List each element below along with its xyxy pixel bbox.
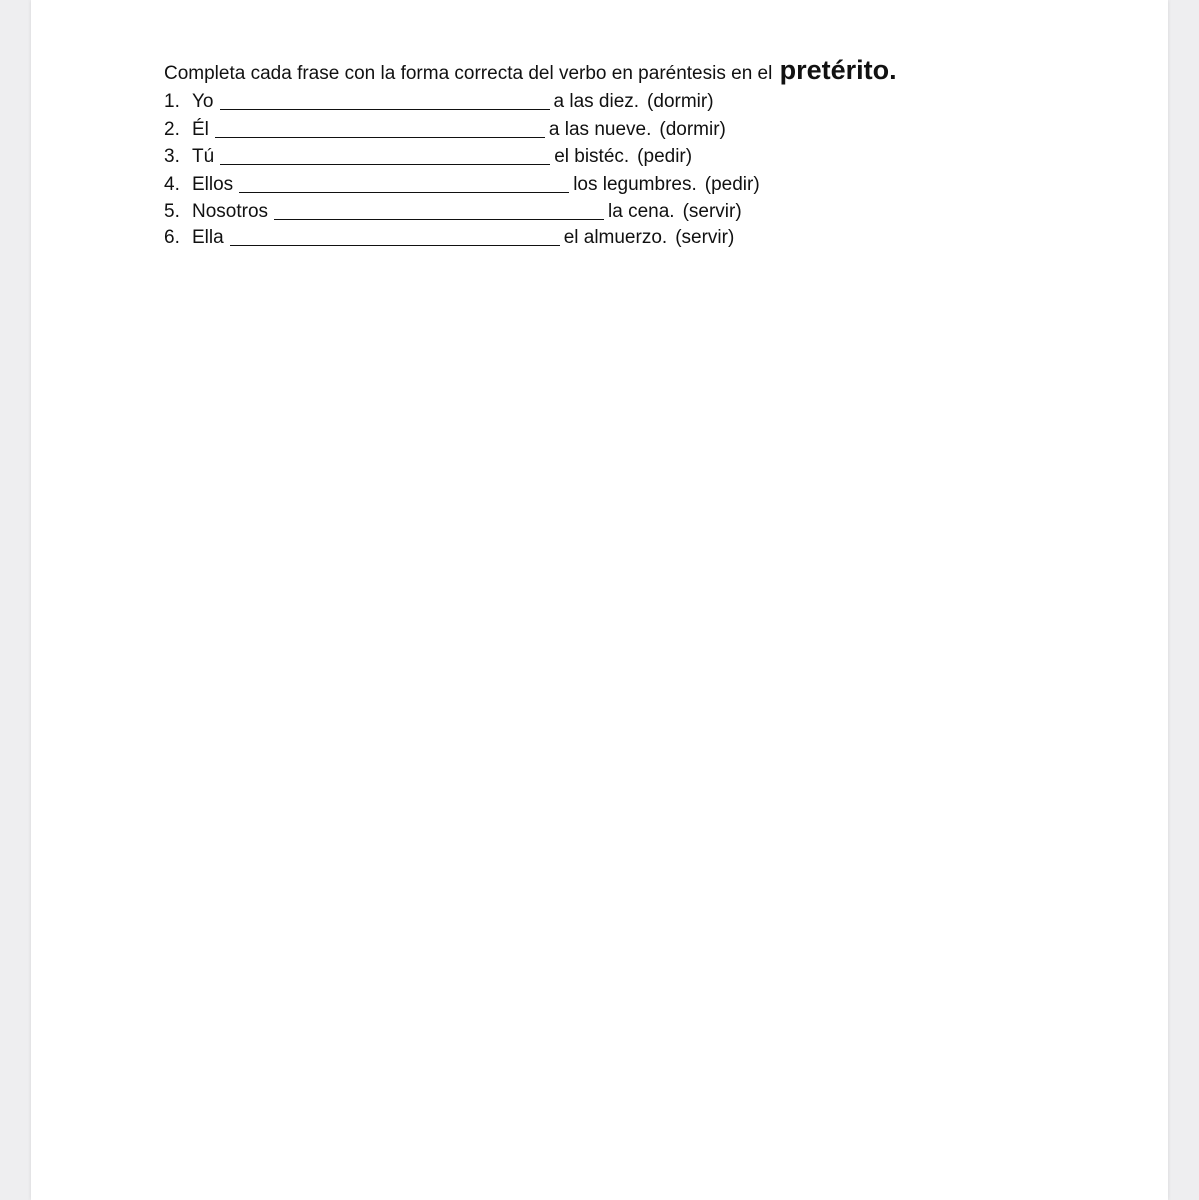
item-ending: el bistéc. (554, 146, 630, 167)
item-verb: (servir) (682, 201, 742, 222)
item-subject: Ella (192, 227, 224, 248)
item-ending: la cena. (608, 201, 675, 222)
instructions-emphasis: pretérito. (779, 55, 897, 85)
exercise-item (164, 172, 760, 198)
item-ending: el almuerzo. (563, 227, 668, 248)
item-verb: (pedir) (637, 146, 693, 167)
item-number: 6. (164, 227, 180, 248)
answer-blank[interactable] (239, 174, 569, 193)
item-verb: (dormir) (647, 91, 714, 112)
item-number: 4. (164, 174, 180, 195)
exercise-item (164, 89, 714, 115)
answer-blank[interactable] (230, 227, 560, 246)
item-verb: (pedir) (704, 174, 760, 195)
item-number: 5. (164, 201, 180, 222)
instructions (164, 54, 897, 90)
item-ending: a las nueve. (548, 119, 652, 140)
instructions-text: Completa cada frase con la forma correcta del verbo en paréntesis en el (164, 63, 773, 84)
item-number: 2. (164, 119, 180, 140)
item-subject: Él (192, 119, 209, 140)
item-subject: Ellos (192, 174, 234, 195)
item-verb: (servir) (675, 227, 735, 248)
item-subject: Tú (192, 146, 215, 167)
exercise-item (164, 199, 742, 225)
item-number: 1. (164, 91, 180, 112)
item-verb: (dormir) (659, 119, 726, 140)
answer-blank[interactable] (220, 91, 550, 110)
item-number: 3. (164, 146, 180, 167)
item-subject: Yo (192, 91, 214, 112)
item-subject: Nosotros (192, 201, 269, 222)
answer-blank[interactable] (220, 146, 550, 165)
answer-blank[interactable] (274, 201, 604, 220)
item-ending: los legumbres. (573, 174, 697, 195)
exercise-item (164, 117, 726, 143)
exercise-item (164, 225, 734, 251)
answer-blank[interactable] (215, 119, 545, 138)
item-ending: a las diez. (553, 91, 640, 112)
exercise-item (164, 144, 692, 170)
